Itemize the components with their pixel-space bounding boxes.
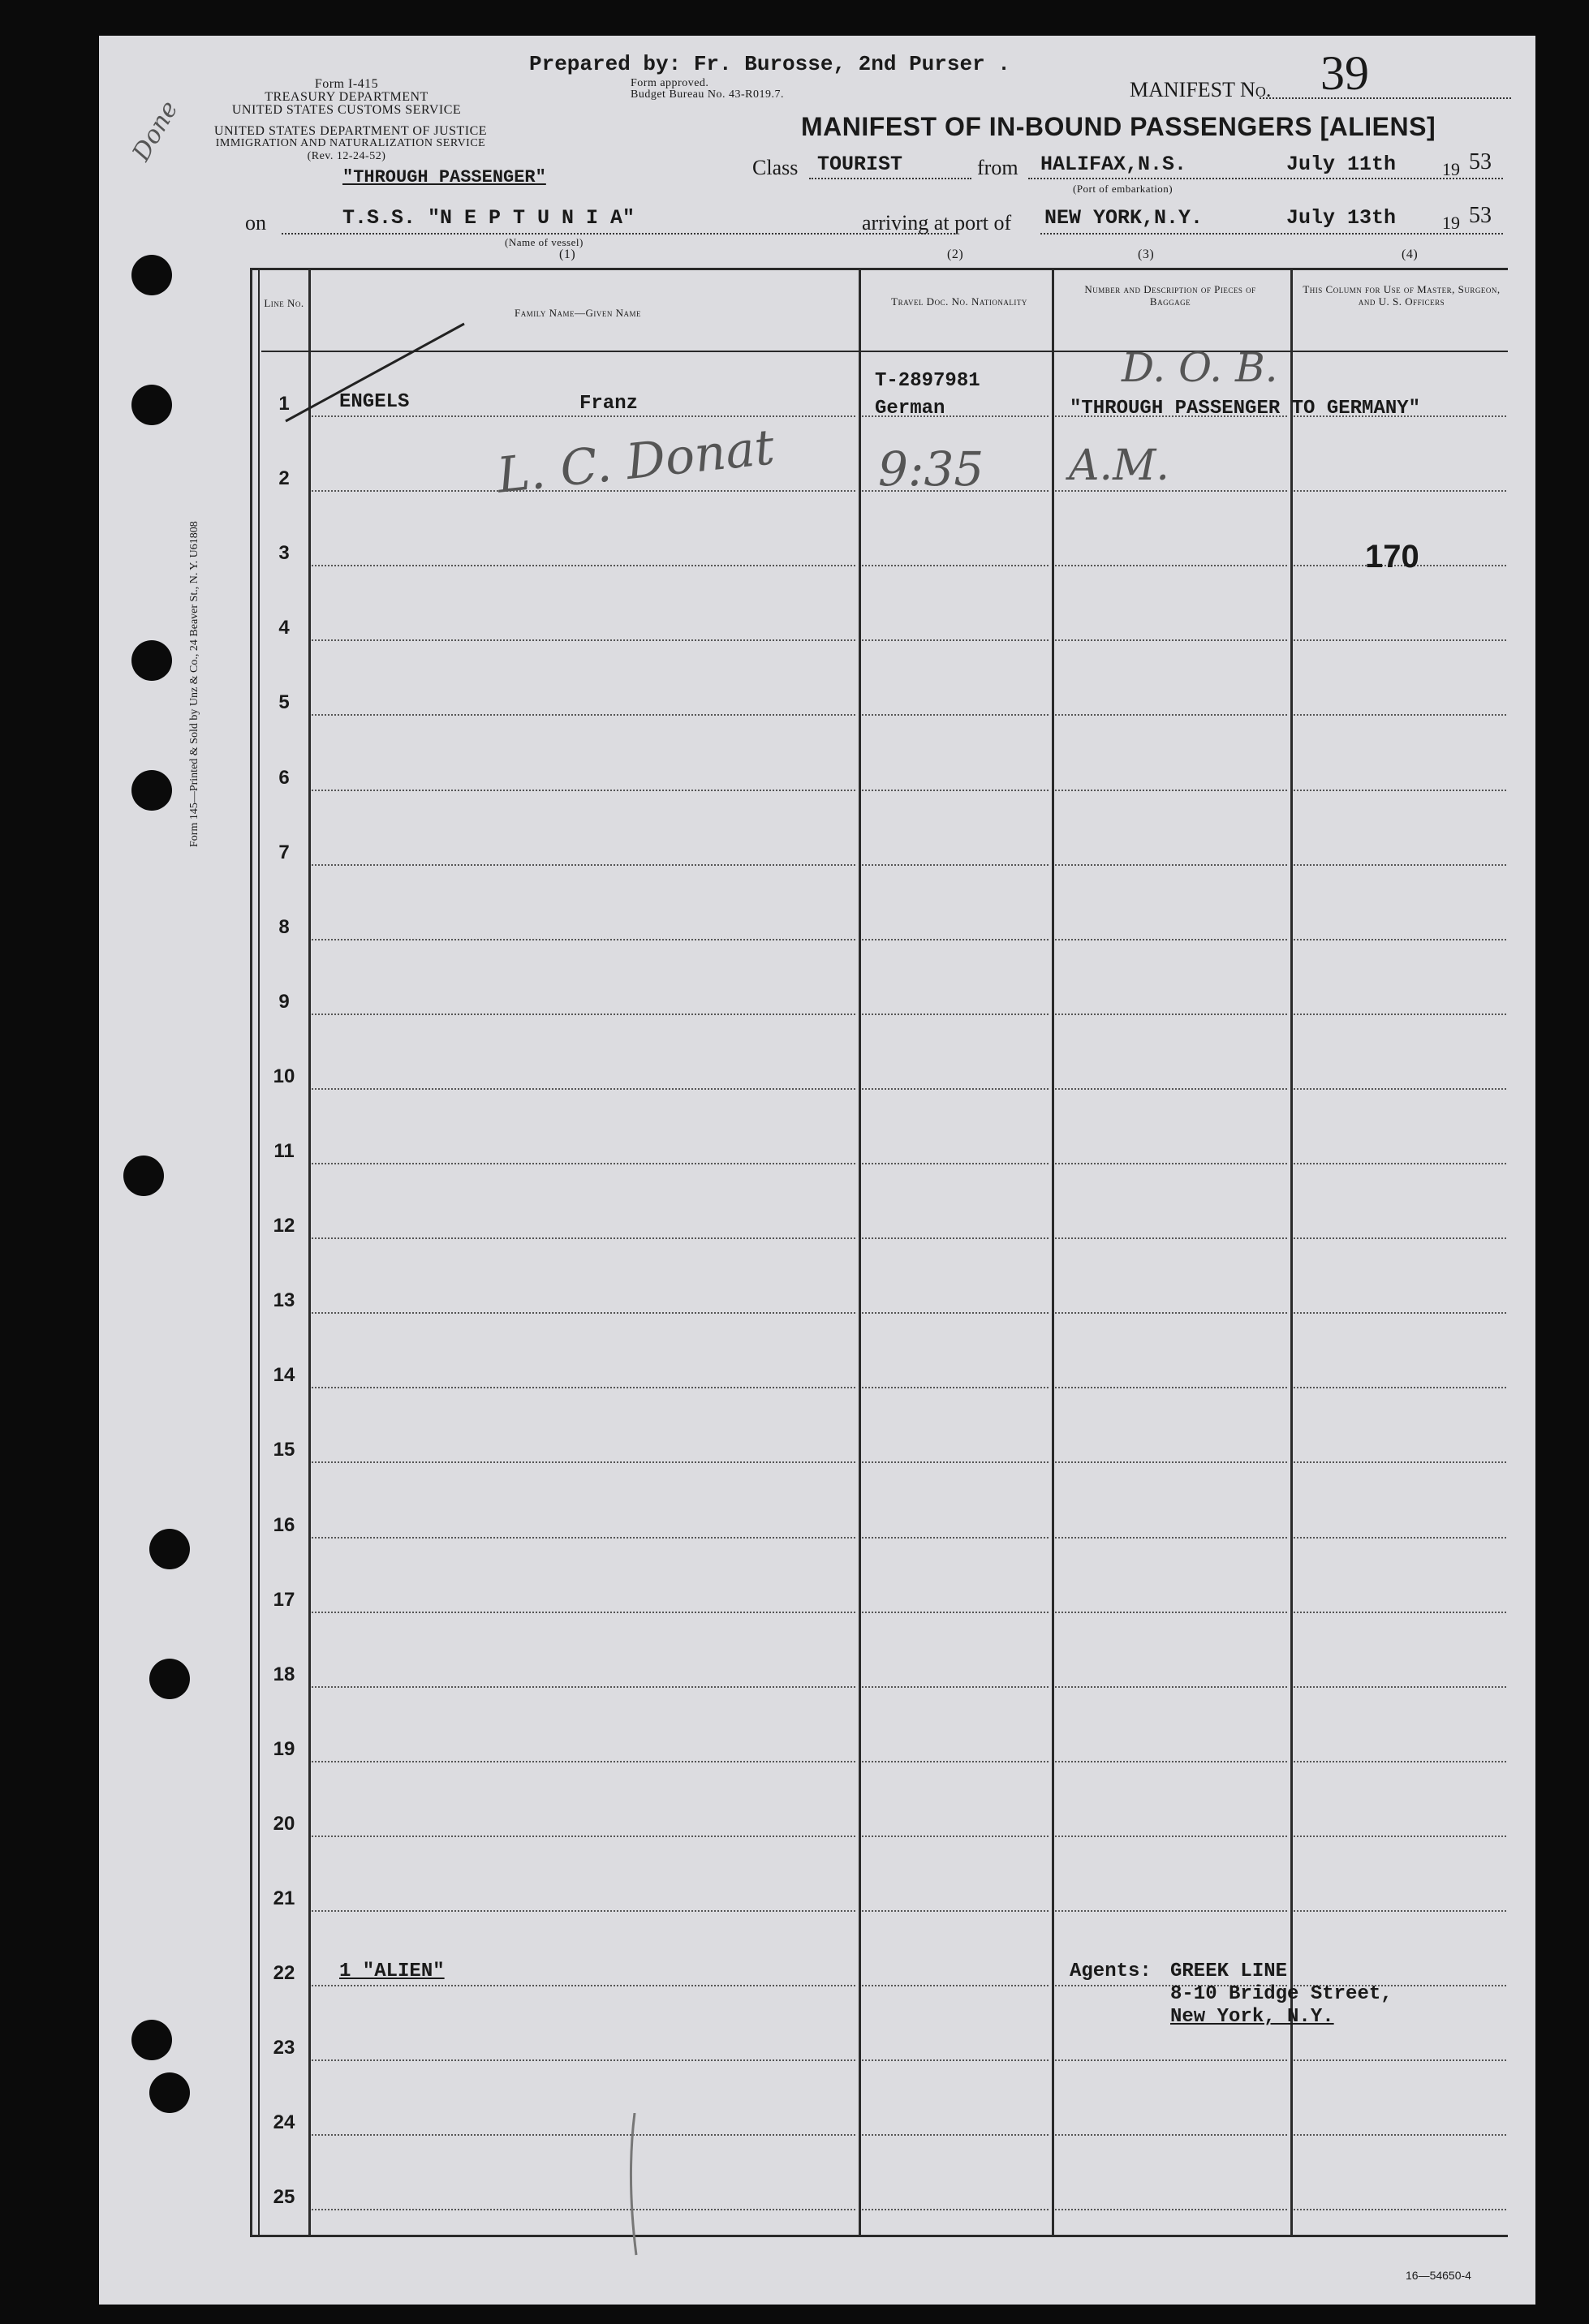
row-dotted-line	[1055, 1537, 1287, 1539]
officers-header: This Column for Use of Master, Surgeon, and U. S. Officers	[1303, 283, 1501, 308]
vessel-dots	[282, 233, 955, 235]
row-dotted-line	[1055, 1686, 1287, 1688]
punch-hole	[131, 770, 172, 811]
justice-dept: UNITED STATES DEPARTMENT OF JUSTICE	[213, 124, 488, 138]
class-value: TOURIST	[817, 153, 903, 176]
budget-bureau: Budget Bureau No. 43-R019.7.	[631, 88, 784, 101]
row-dotted-line	[312, 565, 855, 566]
row-dotted-line	[312, 1461, 855, 1463]
row-number: 25	[273, 2186, 295, 2209]
row-dotted-line	[1055, 1163, 1287, 1164]
punch-hole	[131, 385, 172, 425]
treasury-dept: TREASURY DEPARTMENT	[265, 90, 428, 104]
class-label: Class	[752, 156, 799, 179]
row-dotted-line	[1055, 1761, 1287, 1762]
row-number: 1	[278, 393, 290, 415]
row-dotted-line	[1055, 1836, 1287, 1837]
punch-hole	[131, 255, 172, 295]
row-dotted-line	[1055, 790, 1287, 791]
row-dotted-line	[312, 1387, 855, 1388]
row-dotted-line	[312, 1014, 855, 1015]
row-dotted-line	[862, 1910, 1049, 1912]
row-dotted-line	[312, 790, 855, 791]
row-dotted-line	[862, 1387, 1049, 1388]
handwritten-time: 9:35	[878, 441, 984, 497]
row-dotted-line	[1294, 1686, 1506, 1688]
handwritten-am: A.M.	[1069, 441, 1169, 490]
manifest-label: MANIFEST No.	[1130, 78, 1272, 101]
row-dotted-line	[1055, 1014, 1287, 1015]
row-dotted-line	[312, 639, 855, 641]
row-dotted-line	[1294, 939, 1506, 940]
row-dotted-line	[1294, 1761, 1506, 1762]
row-dotted-line	[312, 714, 855, 716]
row-dotted-line	[1055, 1312, 1287, 1314]
class-dots	[809, 178, 971, 179]
baggage-note: "THROUGH PASSENGER TO GERMANY"	[1070, 398, 1421, 420]
form-number: Form I-415	[314, 77, 379, 91]
departure-date: July 11th	[1286, 153, 1397, 176]
nationality: German	[875, 398, 945, 420]
prepared-by: Prepared by: Fr. Burosse, 2nd Purser .	[529, 52, 1010, 76]
customs-service: UNITED STATES CUSTOMS SERVICE	[231, 103, 462, 117]
port-caption: (Port of embarkation)	[1073, 183, 1173, 195]
row-dotted-line	[862, 714, 1049, 716]
row-dotted-line	[1055, 1088, 1287, 1090]
arrival-year-prefix: 19	[1442, 213, 1460, 233]
col-number-4: (4)	[1402, 247, 1419, 261]
row-number: 14	[273, 1364, 295, 1387]
row-dotted-line	[1055, 1387, 1287, 1388]
col-number-3: (3)	[1138, 247, 1155, 261]
row-dotted-line	[312, 939, 855, 940]
row-dotted-line	[1294, 1237, 1506, 1239]
row-dotted-line	[862, 1088, 1049, 1090]
punch-hole	[131, 640, 172, 681]
col-number-1: (1)	[559, 247, 576, 261]
revision-date: (Rev. 12-24-52)	[307, 150, 386, 162]
row-number: 17	[273, 1588, 295, 1611]
name-header: Family Name—Given Name	[515, 307, 641, 319]
row-number: 3	[278, 542, 290, 565]
on-label: on	[245, 211, 266, 235]
row-number: 10	[273, 1065, 295, 1087]
row-dotted-line	[862, 1537, 1049, 1539]
handwritten-name: L. C. Donat	[494, 419, 777, 505]
row-dotted-line	[1055, 939, 1287, 940]
from-dots	[1028, 178, 1503, 179]
row-dotted-line	[1055, 565, 1287, 566]
arrival-dots	[1040, 233, 1503, 235]
row-dotted-line	[862, 2059, 1049, 2061]
pen-stroke	[618, 2113, 651, 2259]
table-left-border	[250, 268, 252, 2237]
row-number: 15	[273, 1439, 295, 1461]
row-number: 16	[273, 1513, 295, 1536]
col-number-2: (2)	[947, 247, 964, 261]
row-dotted-line	[312, 1761, 855, 1762]
arrival-port: NEW YORK,N.Y.	[1044, 206, 1204, 230]
punch-hole	[149, 1659, 190, 1699]
row-dotted-line	[1055, 1461, 1287, 1463]
row-dotted-line	[1294, 1312, 1506, 1314]
from-value: HALIFAX,N.S.	[1040, 153, 1187, 176]
given-name: Franz	[579, 393, 639, 415]
vessel-name: T.S.S. "N E P T U N I A"	[342, 206, 635, 230]
row-dotted-line	[312, 2209, 855, 2210]
arriving-label: arriving at port of	[862, 211, 1012, 235]
year-prefix: 19	[1442, 159, 1460, 179]
footer-code: 16—54650-4	[1406, 2269, 1471, 2282]
row-dotted-line	[1294, 490, 1506, 492]
baggage-divider	[1290, 268, 1293, 2237]
row-dotted-line	[862, 1237, 1049, 1239]
line-no-header: Line No.	[264, 297, 304, 309]
row-dotted-line	[862, 1985, 1049, 1986]
agents-name: GREEK LINE	[1170, 1960, 1288, 1982]
row-dotted-line	[1055, 714, 1287, 716]
row-dotted-line	[312, 1537, 855, 1539]
manifest-dots	[1260, 97, 1511, 99]
row-dotted-line	[1294, 639, 1506, 641]
row-number: 18	[273, 1663, 295, 1685]
row-dotted-line	[312, 1312, 855, 1314]
row-number: 12	[273, 1215, 295, 1237]
row-dotted-line	[862, 1461, 1049, 1463]
row-number: 2	[278, 467, 290, 490]
row-dotted-line	[1294, 714, 1506, 716]
row-dotted-line	[312, 1163, 855, 1164]
agents-address-2: New York, N.Y.	[1170, 2006, 1334, 2028]
row-number: 23	[273, 2037, 295, 2059]
baggage-header: Number and Description of Pieces of Baggage	[1084, 283, 1256, 308]
row-dotted-line	[862, 639, 1049, 641]
row-number: 5	[278, 691, 290, 714]
row-dotted-line	[1055, 639, 1287, 641]
row-number: 9	[278, 990, 290, 1013]
row-dotted-line	[862, 939, 1049, 940]
row-dotted-line	[1294, 1387, 1506, 1388]
alien-count: 1 "ALIEN"	[339, 1960, 445, 1982]
printer-imprint: Form 145—Printed & Sold by Unz & Co., 24 Beaver St., N. Y. U61808	[188, 521, 200, 847]
row-number: 7	[278, 841, 290, 863]
row-dotted-line	[1055, 2134, 1287, 2136]
from-label: from	[977, 156, 1018, 179]
row-dotted-line	[1294, 1612, 1506, 1613]
travel-doc-number: T-2897981	[875, 370, 980, 392]
row-dotted-line	[862, 1686, 1049, 1688]
punch-hole	[131, 2020, 172, 2060]
margin-handwriting: Done	[127, 96, 184, 166]
row-number: 11	[273, 1140, 295, 1162]
agents-label: Agents:	[1070, 1960, 1152, 1982]
manifest-title: MANIFEST OF IN-BOUND PASSENGERS [ALIENS]	[801, 112, 1436, 141]
travel-doc-header: Travel Doc. No. Nationality	[891, 295, 1027, 308]
manifest-number: 39	[1320, 46, 1369, 100]
row-dotted-line	[1294, 1088, 1506, 1090]
row-dotted-line	[1294, 1014, 1506, 1015]
family-name: ENGELS	[339, 391, 410, 413]
row-dotted-line	[312, 1910, 855, 1912]
table-bottom-border	[250, 2235, 1508, 2237]
row-dotted-line	[312, 864, 855, 866]
row-dotted-line	[1055, 864, 1287, 866]
row-dotted-line	[1294, 864, 1506, 866]
row-dotted-line	[1055, 1612, 1287, 1613]
row-dotted-line	[1294, 1461, 1506, 1463]
row-dotted-line	[862, 1312, 1049, 1314]
row-dotted-line	[1294, 1163, 1506, 1164]
row-dotted-line	[862, 565, 1049, 566]
row-number: 13	[273, 1289, 295, 1312]
row-number: 19	[273, 1737, 295, 1760]
row-dotted-line	[1294, 1836, 1506, 1837]
punch-hole	[149, 2072, 190, 2113]
row-dotted-line	[312, 2134, 855, 2136]
row-dotted-line	[862, 864, 1049, 866]
row-dotted-line	[862, 790, 1049, 791]
row-dotted-line	[862, 1836, 1049, 1837]
vessel-caption: (Name of vessel)	[505, 236, 583, 248]
row-number: 8	[278, 915, 290, 938]
line-no-divider	[308, 268, 311, 2237]
officer-number: 170	[1365, 539, 1419, 575]
row-dotted-line	[312, 1088, 855, 1090]
row-dotted-line	[862, 1612, 1049, 1613]
manifest-sheet	[99, 36, 1535, 2305]
agents-address-1: 8-10 Bridge Street,	[1170, 1983, 1393, 2005]
row-dotted-line	[1055, 1910, 1287, 1912]
row-dotted-line	[312, 1612, 855, 1613]
arrival-year: 53	[1469, 203, 1492, 228]
row-dotted-line	[862, 1163, 1049, 1164]
row-dotted-line	[862, 2134, 1049, 2136]
row-number: 24	[273, 2111, 295, 2134]
row-number: 4	[278, 617, 290, 639]
travel-doc-divider	[1052, 268, 1054, 2237]
row-dotted-line	[862, 1014, 1049, 1015]
row-dotted-line	[862, 2209, 1049, 2210]
row-dotted-line	[1294, 2209, 1506, 2210]
row-dotted-line	[312, 1836, 855, 1837]
arrival-date: July 13th	[1286, 206, 1397, 230]
row-dotted-line	[1294, 2134, 1506, 2136]
departure-year: 53	[1469, 149, 1492, 174]
through-passenger-stamp: "THROUGH PASSENGER"	[342, 167, 546, 187]
row-dotted-line	[312, 1237, 855, 1239]
row-dotted-line	[312, 2059, 855, 2061]
row-number: 6	[278, 766, 290, 789]
name-divider	[859, 268, 861, 2237]
row-dotted-line	[1055, 2209, 1287, 2210]
row-number: 22	[273, 1962, 295, 1985]
row-number: 20	[273, 1812, 295, 1835]
row-dotted-line	[312, 1686, 855, 1688]
punch-hole	[123, 1156, 164, 1196]
row-dotted-line	[1294, 790, 1506, 791]
table-top-border	[250, 268, 1508, 270]
row-dotted-line	[1055, 490, 1287, 492]
row-dotted-line	[1294, 1910, 1506, 1912]
form-approved: Form approved.	[631, 77, 709, 89]
handwritten-dob: D. O. B.	[1122, 344, 1278, 391]
row-dotted-line	[1294, 2059, 1506, 2061]
row-dotted-line	[1294, 1537, 1506, 1539]
row-number: 21	[273, 1887, 295, 1909]
row-dotted-line	[1055, 1237, 1287, 1239]
punch-hole	[149, 1529, 190, 1569]
row-dotted-line	[1055, 2059, 1287, 2061]
immigration-service: IMMIGRATION AND NATURALIZATION SERVICE	[215, 137, 486, 149]
row-dotted-line	[862, 1761, 1049, 1762]
row-dotted-line	[312, 1985, 855, 1986]
